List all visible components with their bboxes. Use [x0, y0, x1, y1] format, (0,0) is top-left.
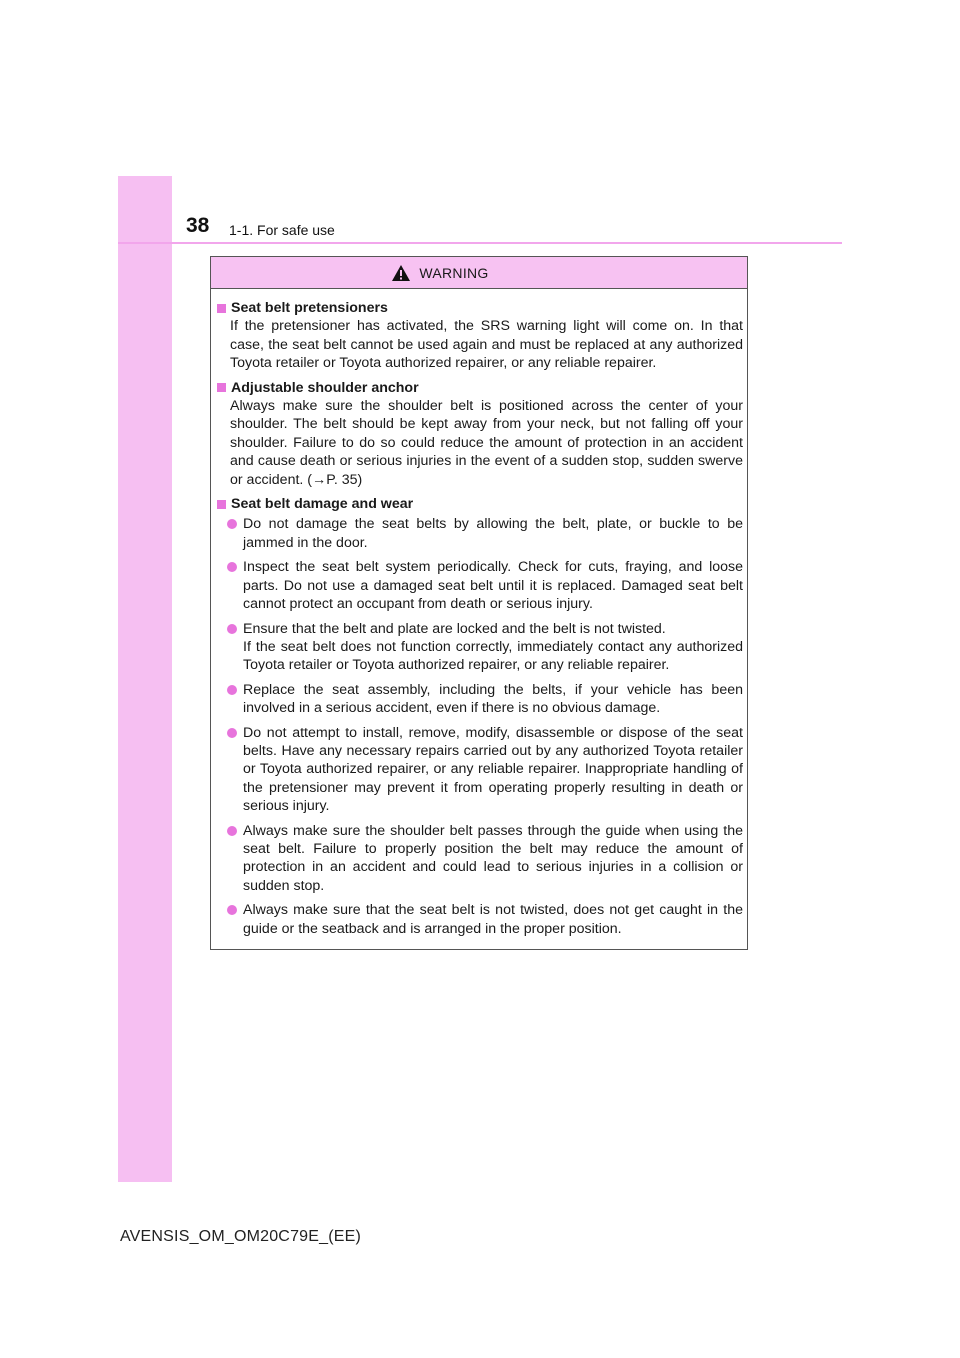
- square-bullet-icon: [217, 304, 226, 313]
- section-heading: Adjustable shoulder anchor: [231, 379, 419, 396]
- square-bullet-icon: [217, 383, 226, 392]
- document-code: AVENSIS_OM_OM20C79E_(EE): [120, 1228, 362, 1245]
- warning-body: [217, 299, 743, 944]
- section-title: 1-1. For safe use: [229, 222, 335, 238]
- warning-box: [210, 256, 748, 950]
- circle-bullet-icon: [227, 826, 237, 836]
- square-bullet-icon: [217, 500, 226, 509]
- section-pretensioners: [217, 299, 743, 373]
- list-item: Inspect the seat belt system periodically. Check for cuts, fraying, and loose parts. Do not use a damaged seat belt until it is replaced. Damaged seat belt cannot protect an occupant from death or serious injury.: [227, 558, 743, 613]
- section-heading: Seat belt pretensioners: [231, 300, 388, 316]
- page-number: 38: [186, 214, 210, 237]
- side-tab-band: [118, 176, 172, 1182]
- circle-bullet-icon: [227, 685, 237, 695]
- section-shoulder-anchor: [217, 379, 743, 489]
- list-item: Do not damage the seat belts by allowing the belt, plate, or buckle to be jammed in the door.: [227, 515, 743, 552]
- circle-bullet-icon: [227, 562, 237, 572]
- circle-bullet-icon: [227, 905, 237, 915]
- section-damage-wear: [217, 495, 743, 938]
- warning-triangle-icon: [391, 264, 411, 282]
- circle-bullet-icon: [227, 624, 237, 634]
- section-text: Always make sure the shoulder belt is positioned across the center of your shoulder. The belt should be kept away from your neck, but not falling off your shoulder. Failure to do so could reduce the amount of protection in an accident and cause death or serious injuries in the event of a sudden stop, sudden swerve or accident. (→P. 35): [230, 398, 743, 488]
- circle-bullet-icon: [227, 728, 237, 738]
- list-item: Do not attempt to install, remove, modify, disassemble or dispose of the seat belts. Have any necessary repairs carried out by any authorized Toyota retailer or Toyota authorized repairer, or any reliable repairer. Inappropriate handling of the pretensioner may prevent it from operating properly resulting in death or serious injury.: [227, 724, 743, 816]
- list-item: Ensure that the belt and plate are locked and the belt is not twisted. If the seat belt does not function correctly, immediately contact any authorized Toyota retailer or Toyota authorized repairer, or any reliable repairer.: [227, 620, 743, 675]
- list-item: Always make sure the shoulder belt passes through the guide when using the seat belt. Failure to properly position the belt may reduce the amount of protection in an accident and could lead to serious injuries in a collision or sudden stop.: [227, 822, 743, 896]
- list-item: Replace the seat assembly, including the belts, if your vehicle has been involved in a serious accident, even if there is no obvious damage.: [227, 681, 743, 718]
- list-item: Always make sure that the seat belt is not twisted, does not get caught in the guide or the seatback and is arranged in the proper position.: [227, 901, 743, 938]
- warning-header: [211, 257, 747, 289]
- header-rule: [118, 242, 842, 244]
- circle-bullet-icon: [227, 519, 237, 529]
- warning-title: WARNING: [419, 264, 489, 281]
- section-heading: Seat belt damage and wear: [231, 496, 414, 513]
- section-text: If the pretensioner has activated, the SRS warning light will come on. In that case, the seat belt cannot be used again and must be replaced at any authorized Toyota retailer or Toyota authorized repairer, or any reliable repairer.: [230, 318, 743, 372]
